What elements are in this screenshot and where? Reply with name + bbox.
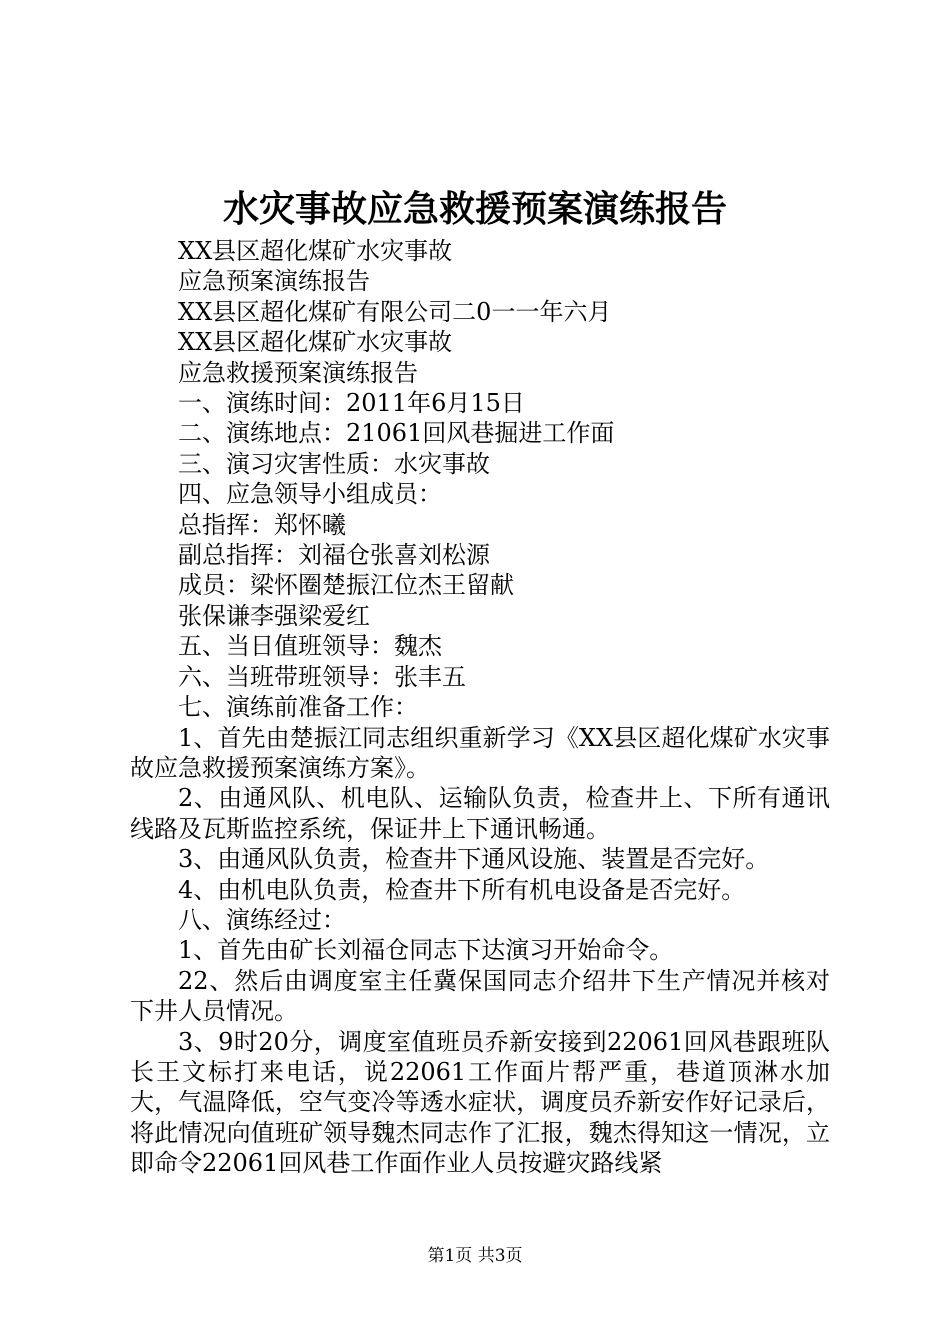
section-heading: 六、当班带班领导：张丰五 — [178, 662, 466, 691]
paragraph: 3、9时20分，调度室值班员乔新安接到22061回风巷跟班队长王文标打来电话，说22061工作面片帮严重，巷道顶淋水加大，气温降低，空气变冷等透水症状，调度员乔新安作好记录后，将此情况向值班矿领导魏杰同志作了汇报，魏杰得知这一情况，立即命令22061回风巷工作面作业人员按避灾路线紧 — [130, 1027, 830, 1178]
section-heading: 一、演练时间：2011年6月15日 — [178, 389, 525, 418]
text-line: 副总指挥：刘福仓张喜刘松源 — [178, 541, 490, 570]
text-line: 成员：梁怀圈楚振江位杰王留献 — [178, 571, 514, 600]
paragraph: 1、首先由矿长刘福仓同志下达演习开始命令。 — [178, 936, 674, 965]
text-line: 应急预案演练报告 — [178, 267, 370, 296]
section-heading: 五、当日值班领导：魏杰 — [178, 632, 442, 661]
text-line: 张保谦李强梁爱红 — [178, 601, 370, 630]
document-title: 水灾事故应急救援预案演练报告 — [222, 188, 727, 230]
paragraph: 3、由通风队负责，检查井下通风设施、装置是否完好。 — [178, 845, 770, 874]
text-line: 应急救援预案演练报告 — [178, 358, 418, 387]
paragraph: 1、首先由楚振江同志组织重新学习《XX县区超化煤矿水灾事故应急救援预案演练方案》。 — [130, 723, 830, 782]
section-heading: 二、演练地点：21061回风巷掘进工作面 — [178, 419, 615, 448]
text-line: 总指挥：郑怀曦 — [178, 510, 346, 539]
text-line: XX县区超化煤矿有限公司二0一一年六月 — [178, 297, 612, 326]
page-footer: 第1页 共3页 — [427, 1246, 523, 1266]
section-heading: 八、演练经过： — [178, 905, 346, 934]
document-body — [130, 236, 830, 1179]
section-heading: 四、应急领导小组成员： — [178, 480, 442, 509]
text-line: XX县区超化煤矿水灾事故 — [178, 328, 453, 357]
section-heading: 三、演习灾害性质：水灾事故 — [178, 449, 490, 478]
section-heading: 七、演练前准备工作： — [178, 693, 418, 722]
text-line: XX县区超化煤矿水灾事故 — [178, 237, 453, 265]
paragraph: 22、然后由调度室主任冀保国同志介绍井下生产情况并核对下井人员情况。 — [130, 966, 830, 1026]
paragraph: 2、由通风队、机电队、运输队负责，检查井上、下所有通讯线路及瓦斯监控系统，保证井上下通讯畅通。 — [130, 784, 830, 843]
paragraph: 4、由机电队负责，检查井下所有机电设备是否完好。 — [178, 875, 746, 904]
